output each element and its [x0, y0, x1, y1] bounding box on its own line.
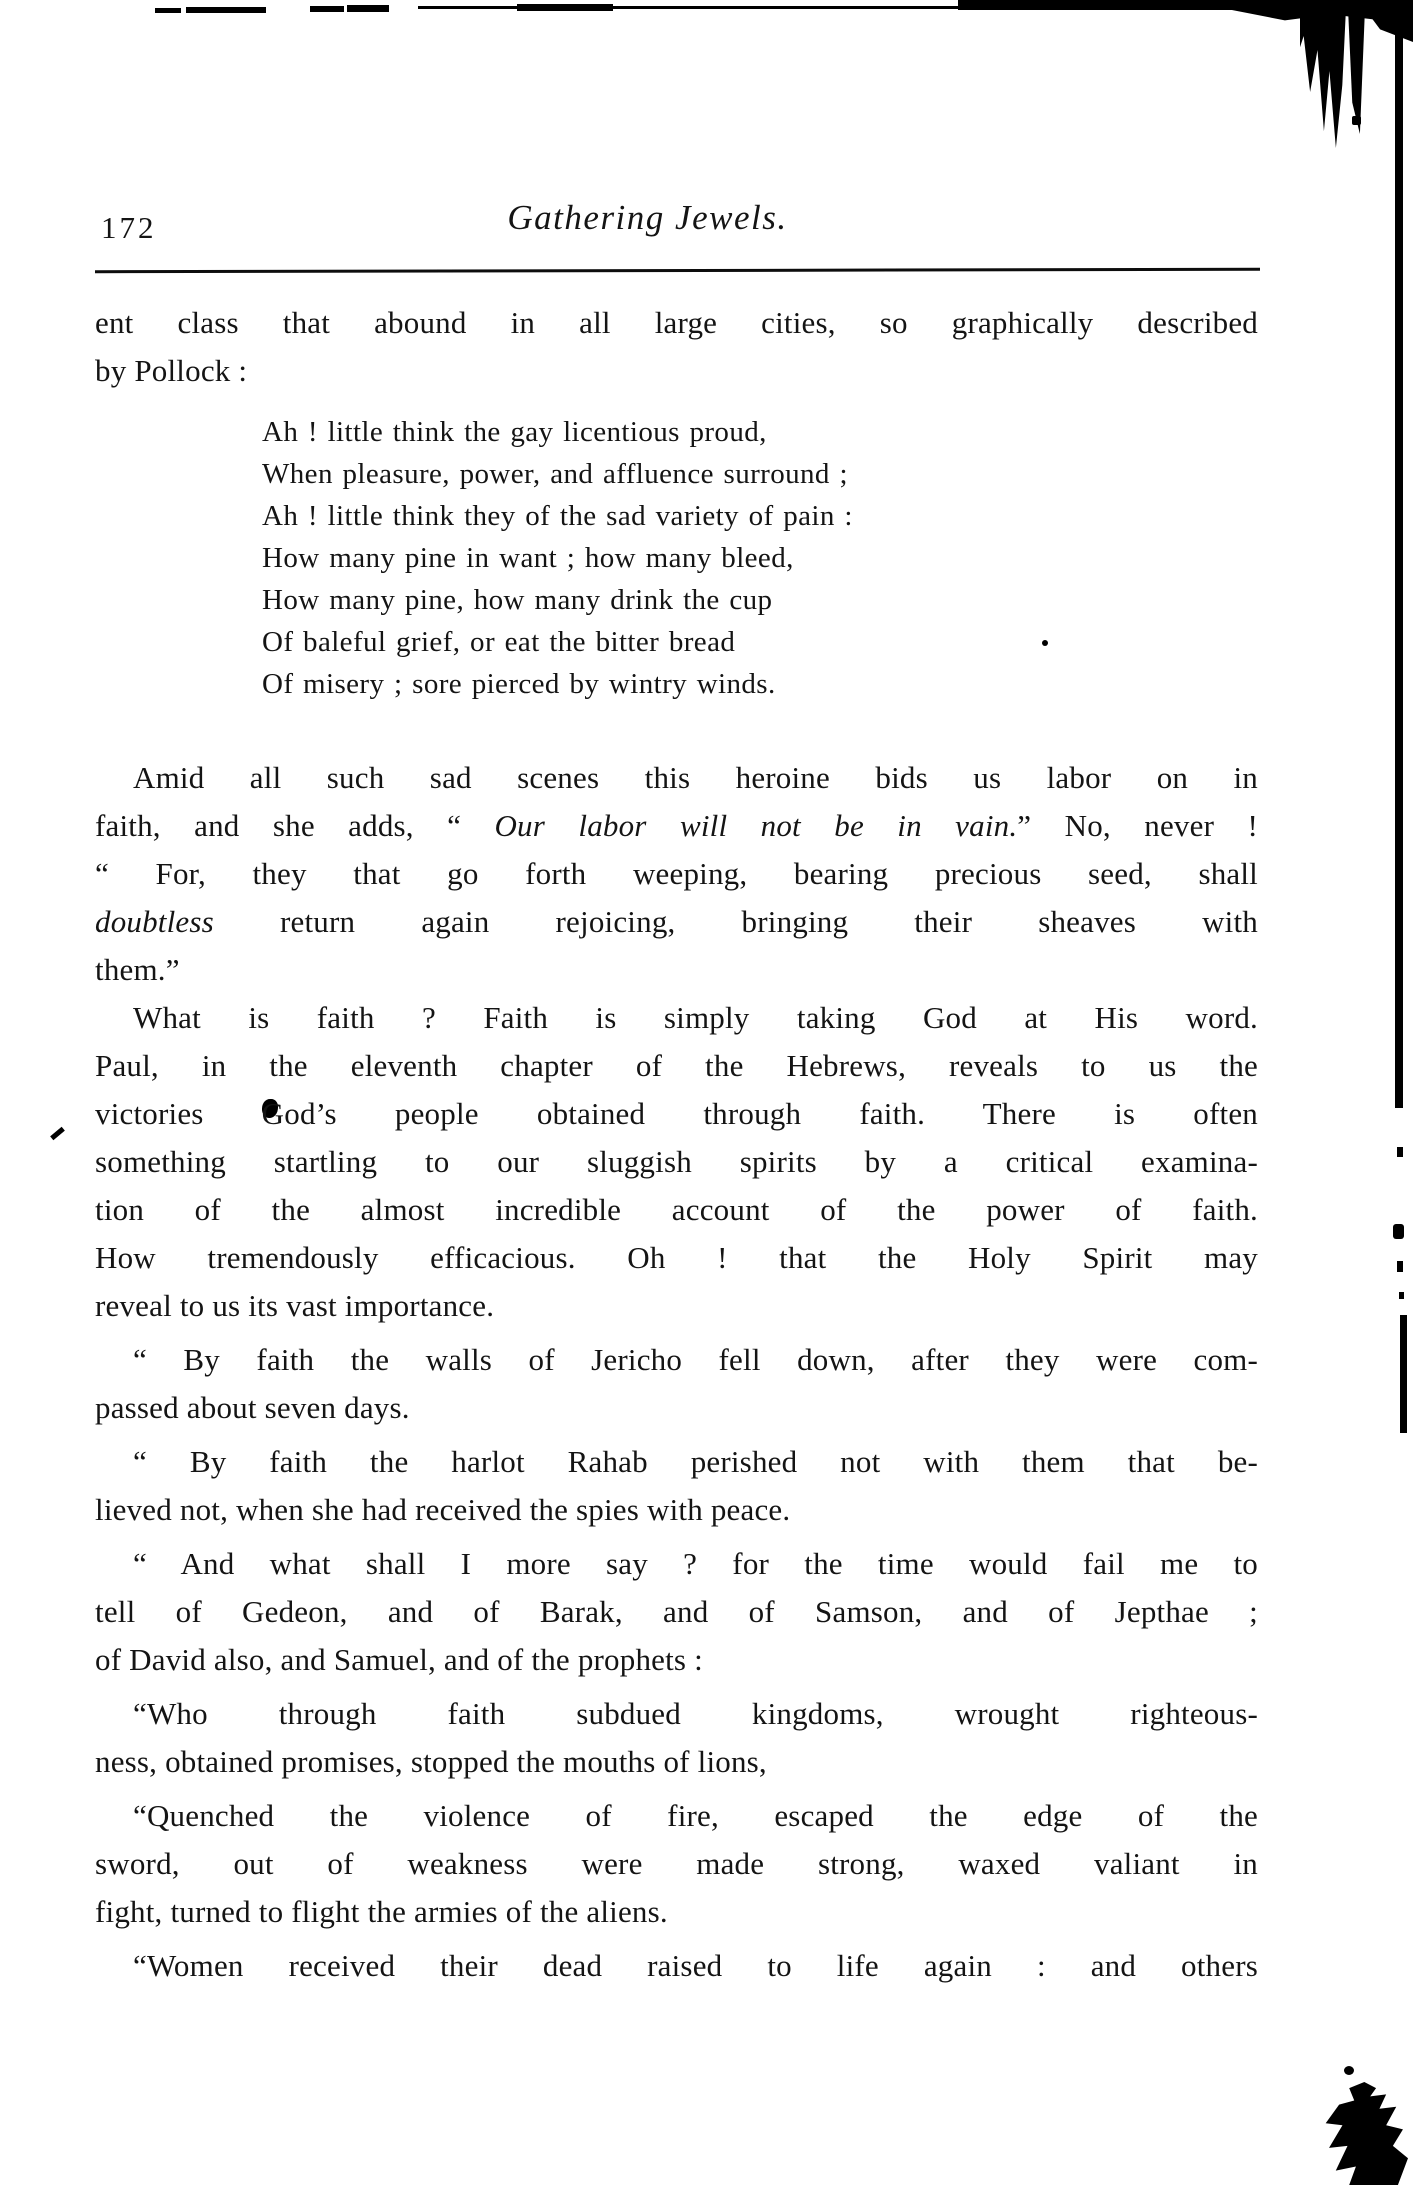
ink-speck — [1399, 1292, 1404, 1299]
text-line: them.” — [95, 952, 180, 987]
poem-line: Of misery ; sore pierced by wintry winds. — [262, 668, 776, 700]
text-line: tell of Gedeon, and of Barak, and of Samson, and of Jepthae ; — [95, 1594, 1258, 1629]
ink-speck — [50, 1127, 65, 1140]
text-line: by Pollock : — [95, 353, 248, 388]
ink-speck — [1344, 2066, 1354, 2075]
text-line: Paul, in the eleventh chapter of the Hebrews, reveals to us the — [95, 1048, 1258, 1083]
text-line: What is faith ? Faith is simply taking God at His word. — [133, 1000, 1258, 1035]
text-line: “ By faith the walls of Jericho fell down, after they were com- — [133, 1342, 1258, 1377]
top-edge-mark — [186, 7, 266, 13]
poem-line: How many pine, how many drink the cup — [262, 584, 773, 616]
text-line: sword, out of weakness were made strong, waxed valiant in — [95, 1846, 1258, 1881]
text-line: passed about seven days. — [95, 1390, 410, 1425]
italic-word: doubtless — [95, 904, 214, 939]
text-line: reveal to us its vast importance. — [95, 1288, 495, 1323]
text-line — [95, 898, 1258, 946]
top-edge-rule — [517, 4, 613, 11]
text-line: victories God’s people obtained through faith. There is often — [95, 1096, 1258, 1131]
ink-speck — [1352, 116, 1361, 125]
text-line: ent class that abound in all large cities, so graphically described — [95, 305, 1258, 340]
text-line: “ For, they that go forth weeping, bearing precious seed, shall — [95, 856, 1258, 891]
text-run: faith, and she adds, “ — [95, 808, 495, 843]
poem-line: Of baleful grief, or eat the bitter bread — [262, 626, 736, 658]
poem-line: When pleasure, power, and affluence surround ; — [262, 458, 848, 490]
text-line: “ By faith the harlot Rahab perished not with them that be- — [133, 1444, 1258, 1479]
page-edge-line — [1395, 0, 1403, 1108]
text-column — [95, 299, 1258, 1990]
text-line: ness, obtained promises, stopped the mouths of lions, — [95, 1744, 767, 1779]
top-edge-mark — [347, 5, 389, 12]
text-line — [95, 802, 1258, 850]
poem-line: Ah ! little think they of the sad variety of pain : — [262, 500, 853, 532]
text-line: “ And what shall I more say ? for the time would fail me to — [133, 1546, 1258, 1581]
header-rule — [95, 268, 1260, 273]
text-line: Amid all such sad scenes this heroine bids us labor on in — [133, 760, 1258, 795]
poem-block — [262, 411, 1258, 705]
ink-speck — [1397, 1261, 1403, 1272]
page-edge-line — [1400, 1315, 1407, 1433]
ink-speck — [1397, 1147, 1403, 1157]
text-line: “Who through faith subdued kingdoms, wrought righteous- — [133, 1696, 1258, 1731]
ink-smudge-top-right — [1300, 8, 1346, 148]
text-line: fight, turned to flight the armies of the aliens. — [95, 1894, 668, 1929]
text-run: return again rejoicing, bringing their sheaves with — [213, 904, 1258, 939]
text-line: of David also, and Samuel, and of the prophets : — [95, 1642, 703, 1677]
top-edge-rule — [418, 6, 976, 9]
text-line: lieved not, when she had received the spies with peace. — [95, 1492, 791, 1527]
top-edge-mark — [310, 6, 344, 12]
page-number: 172 — [101, 210, 157, 245]
text-line: How tremendously efficacious. Oh ! that the Holy Spirit may — [95, 1240, 1258, 1275]
italic-quote: Our labor will not be in vain. — [494, 808, 1018, 843]
text-run: ” No, never ! — [1017, 808, 1258, 843]
text-line: “Quenched the violence of fire, escaped the edge of the — [133, 1798, 1258, 1833]
running-title: Gathering Jewels. — [507, 198, 788, 237]
poem-line: How many pine in want ; how many bleed, — [262, 542, 794, 574]
ink-blot-bottom-right — [1324, 2082, 1408, 2185]
text-line: something startling to our sluggish spirits by a critical examina- — [95, 1144, 1258, 1179]
ink-smudge-top-right — [1366, 0, 1413, 42]
text-line: “Women received their dead raised to life again : and others — [133, 1948, 1258, 1983]
ink-speck — [1393, 1224, 1404, 1239]
text-line: tion of the almost incredible account of the power of faith. — [95, 1192, 1258, 1227]
top-edge-mark — [155, 8, 181, 13]
poem-line: Ah ! little think the gay licentious proud, — [262, 416, 767, 448]
